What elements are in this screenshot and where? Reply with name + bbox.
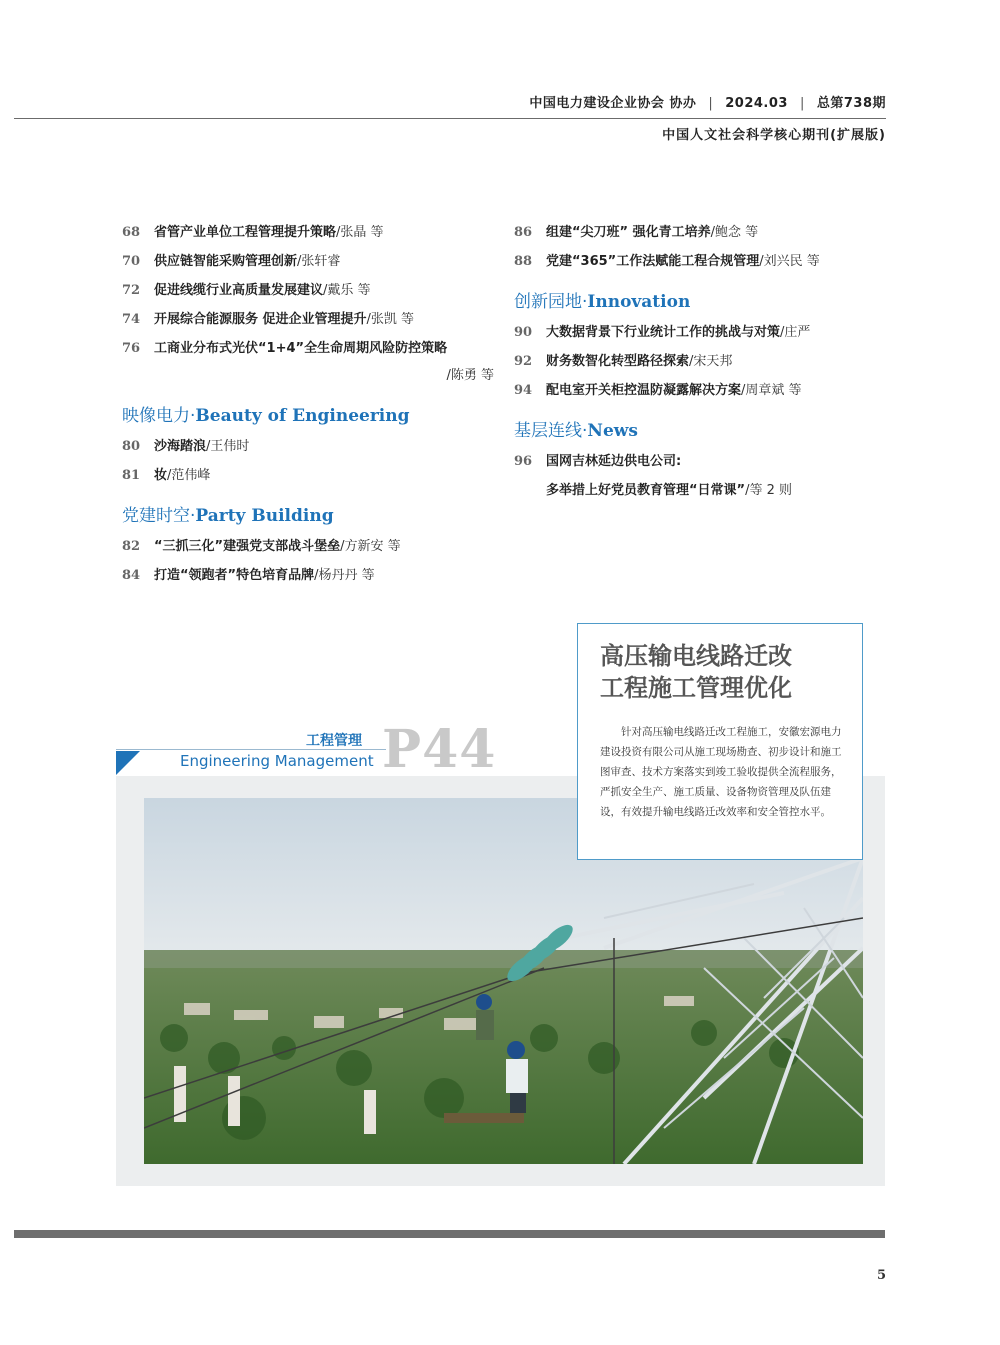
toc-author: /戴乐 等 [323, 283, 371, 298]
toc-author: /杨丹丹 等 [314, 568, 375, 583]
section-heading-innovation [514, 287, 884, 312]
page-number: 5 [876, 1268, 886, 1283]
toc-author: /张晶 等 [336, 225, 384, 240]
section-cn: 创新园地 [514, 292, 582, 312]
section-dot: · [190, 406, 196, 426]
section-heading-beauty [122, 401, 494, 426]
toc-page-number: 76 [122, 341, 141, 356]
toc-page-number: 94 [514, 383, 533, 398]
toc-title: 省管产业单位工程管理提升策略 [154, 225, 337, 240]
toc-item[interactable] [514, 224, 884, 242]
feature-tab-corner [116, 751, 140, 775]
toc-title: 大数据背景下行业统计工作的挑战与对策 [546, 325, 781, 340]
toc-title: 促进线缆行业高质量发展建议 [154, 283, 324, 298]
toc-author: /庄严 [780, 325, 811, 340]
section-en: Innovation [587, 292, 691, 312]
header-issue-total: 总第738期 [816, 96, 886, 111]
toc-item[interactable] [122, 538, 494, 556]
toc-page-number: 90 [514, 325, 533, 340]
toc-item[interactable] [122, 224, 494, 242]
toc-page-number: 70 [122, 254, 141, 269]
toc-title: 沙海踏浪 [154, 439, 207, 454]
feature-section-en: Engineering Management [180, 752, 374, 770]
section-cn: 党建时空 [122, 506, 190, 526]
toc-left-column [122, 224, 494, 596]
toc-item[interactable] [514, 382, 884, 400]
toc-author: /刘兴民 等 [759, 254, 820, 269]
toc-author: /范伟峰 [167, 468, 211, 483]
header-separator: | [708, 96, 714, 111]
feature-title-line: 工程施工管理优化 [600, 673, 792, 702]
toc-item[interactable] [514, 453, 884, 500]
toc-author: /张凯 等 [366, 312, 415, 327]
section-dot: · [582, 421, 588, 441]
feature-section-cn: 工程管理 [306, 733, 362, 749]
toc-page-number: 82 [122, 539, 141, 554]
toc-author: /张轩睿 [297, 254, 341, 269]
header-separator: | [799, 96, 805, 111]
toc-item[interactable] [514, 353, 884, 371]
toc-author: /鲍念 等 [710, 225, 759, 240]
toc-title: 多举措上好党员教育管理“日常课” [546, 483, 746, 498]
section-en: News [587, 421, 638, 441]
header-rule [14, 118, 886, 119]
footer-bar [14, 1230, 885, 1238]
toc-page-number: 92 [514, 354, 533, 369]
feature-title[interactable] [600, 640, 850, 704]
toc-author: /等 2 则 [745, 483, 793, 498]
toc-page-number: 72 [122, 283, 141, 298]
section-en: Party Building [195, 506, 334, 526]
toc-page-number: 84 [122, 568, 141, 583]
feature-page-ref[interactable]: P44 [382, 719, 497, 780]
feature-summary-box [577, 623, 863, 860]
toc-item[interactable] [514, 324, 884, 342]
toc-item[interactable] [514, 253, 884, 271]
toc-author: /宋天邦 [689, 354, 733, 369]
toc-title: “三抓三化”建强党支部战斗堡垒 [154, 539, 341, 554]
toc-author: /陈勇 等 [446, 368, 494, 383]
toc-item[interactable] [122, 438, 494, 456]
toc-title: 党建“365”工作法赋能工程合规管理 [546, 254, 760, 269]
toc-title: 开展综合能源服务 促进企业管理提升 [154, 312, 367, 327]
toc-item[interactable] [122, 467, 494, 485]
toc-title: 工商业分布式光伏“1+4”全生命周期风险防控策略 [154, 341, 448, 356]
toc-page-number: 68 [122, 225, 141, 240]
toc-item[interactable] [122, 567, 494, 585]
section-cn: 映像电力 [122, 406, 190, 426]
feature-title-line: 高压输电线路迁改 [600, 641, 792, 670]
section-en: Beauty of Engineering [195, 406, 410, 426]
toc-author: /周章斌 等 [741, 383, 802, 398]
toc-page-number: 86 [514, 225, 533, 240]
toc-item[interactable] [122, 340, 494, 385]
toc-page-number: 88 [514, 254, 533, 269]
toc-title: 供应链智能采购管理创新 [154, 254, 298, 269]
toc-title: 妆 [154, 468, 168, 483]
toc-right-column [514, 224, 884, 511]
section-cn: 基层连线 [514, 421, 582, 441]
toc-page-number: 80 [122, 439, 141, 454]
header-core-journal: 中国人文社会科学核心期刊(扩展版) [662, 128, 886, 143]
toc-page-number: 74 [122, 312, 141, 327]
section-heading-party [122, 501, 494, 526]
toc-author: /方新安 等 [340, 539, 401, 554]
feature-summary: 针对高压输电线路迁改工程施工，安徽宏源电力建设投资有限公司从施工现场勘查、初步设计和施工图审查、技术方案落实到竣工验收提供全流程服务，严抓安全生产、施工质量、设备物资管理及队伍建设，有效提升输电线路迁改效率和安全管控水平。 [600, 726, 842, 818]
section-dot: · [582, 292, 588, 312]
toc-item[interactable] [122, 282, 494, 300]
toc-title: 财务数智化转型路径探索 [546, 354, 690, 369]
toc-title: 配电室开关柜控温防凝露解决方案 [546, 383, 742, 398]
toc-page-number: 81 [122, 468, 141, 483]
toc-title: 国网吉林延边供电公司: [546, 454, 682, 469]
toc-title: 打造“领跑者”特色培育品牌 [154, 568, 315, 583]
header-organizer-line [529, 92, 886, 111]
toc-title: 组建“尖刀班” 强化青工培养 [546, 225, 711, 240]
toc-item[interactable] [122, 311, 494, 329]
toc-author: /王伟时 [206, 439, 250, 454]
section-dot: · [190, 506, 196, 526]
toc-item[interactable] [122, 253, 494, 271]
toc-page-number: 96 [514, 454, 533, 469]
section-heading-news [514, 416, 884, 441]
header-organizer: 中国电力建设企业协会 协办 [529, 96, 697, 111]
header-issue-date: 2024.03 [725, 96, 788, 111]
